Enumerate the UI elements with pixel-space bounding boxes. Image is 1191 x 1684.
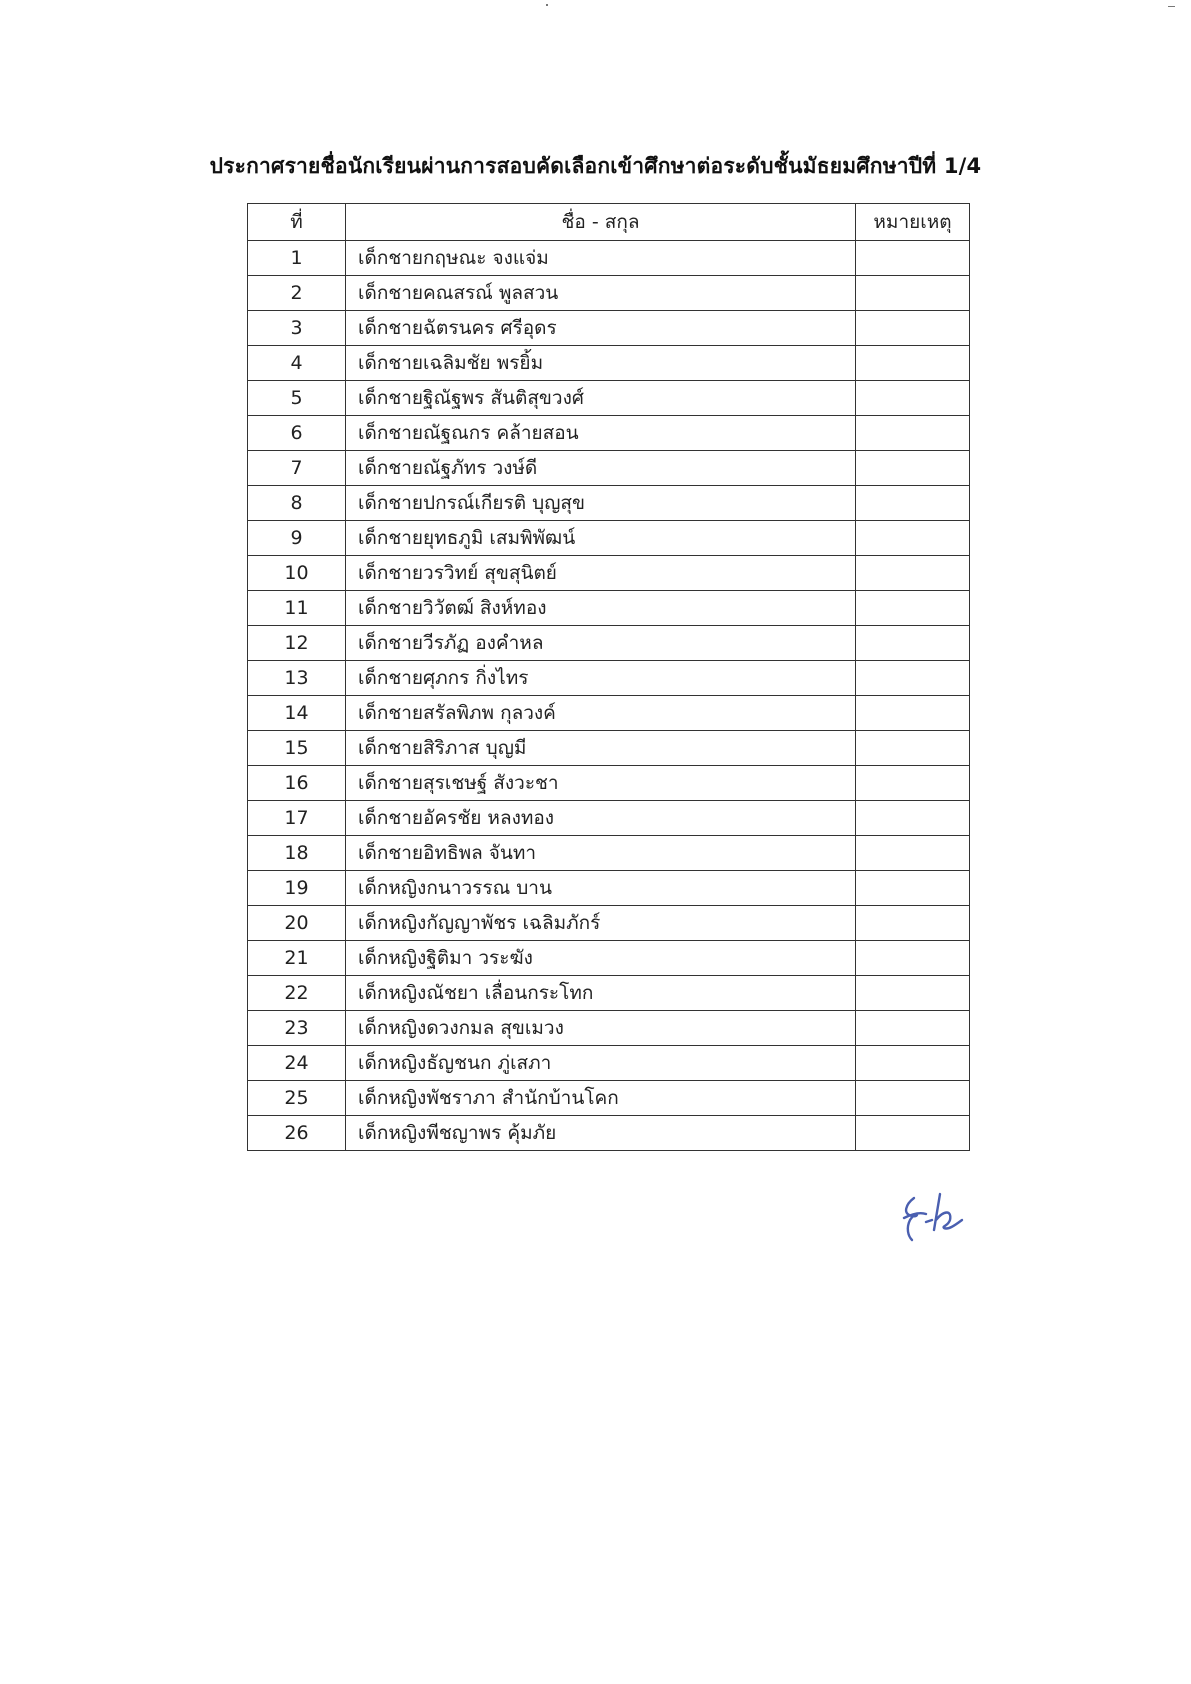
table-row	[248, 276, 970, 311]
student-name: เด็กหญิงธัญชนก ภู่เสภา	[346, 1046, 856, 1081]
student-name: เด็กชายอัครชัย หลงทอง	[346, 801, 856, 836]
student-name: เด็กชายอิทธิพล จันทา	[346, 836, 856, 871]
header-remark: หมายเหตุ	[856, 204, 970, 241]
student-name: เด็กชายกฤษณะ จงแจ่ม	[346, 241, 856, 276]
student-name: เด็กชายปกรณ์เกียรติ บุญสุข	[346, 486, 856, 521]
student-name: เด็กชายณัฐณกร คล้ายสอน	[346, 416, 856, 451]
student-name: เด็กชายสิริภาส บุญมี	[346, 731, 856, 766]
student-name: เด็กชายยุทธภูมิ เสมพิพัฒน์	[346, 521, 856, 556]
page-title: ประกาศรายชื่อนักเรียนผ่านการสอบคัดเลือกเข้าศึกษาต่อระดับชั้นมัธยมศึกษาปีที่ 1/4	[209, 154, 982, 178]
remark-cell	[856, 766, 970, 801]
table-row	[248, 1116, 970, 1151]
remark-cell	[856, 381, 970, 416]
student-name: เด็กชายวีรภัฏ องคำหล	[346, 626, 856, 661]
table-row	[248, 486, 970, 521]
row-number: 4	[248, 346, 346, 381]
table-row	[248, 906, 970, 941]
remark-cell	[856, 591, 970, 626]
student-name: เด็กหญิงพีชญาพร คุ้มภัย	[346, 1116, 856, 1151]
table-row	[248, 451, 970, 486]
row-number: 24	[248, 1046, 346, 1081]
row-number: 18	[248, 836, 346, 871]
row-number: 1	[248, 241, 346, 276]
remark-cell	[856, 1011, 970, 1046]
row-number: 6	[248, 416, 346, 451]
remark-cell	[856, 661, 970, 696]
table-row	[248, 346, 970, 381]
table-row	[248, 696, 970, 731]
remark-cell	[856, 451, 970, 486]
remark-cell	[856, 696, 970, 731]
row-number: 12	[248, 626, 346, 661]
student-name: เด็กชายศุภกร กิ่งไทร	[346, 661, 856, 696]
remark-cell	[856, 836, 970, 871]
student-name: เด็กชายวิวัตฒ์ สิงห์ทอง	[346, 591, 856, 626]
row-number: 21	[248, 941, 346, 976]
table-row	[248, 241, 970, 276]
table-row	[248, 416, 970, 451]
table-row	[248, 731, 970, 766]
row-number: 8	[248, 486, 346, 521]
remark-cell	[856, 486, 970, 521]
student-name: เด็กชายคณสรณ์ พูลสวน	[346, 276, 856, 311]
table-row	[248, 1011, 970, 1046]
table-row	[248, 871, 970, 906]
table-row	[248, 556, 970, 591]
table-body	[248, 241, 970, 1151]
remark-cell	[856, 1116, 970, 1151]
row-number: 2	[248, 276, 346, 311]
row-number: 9	[248, 521, 346, 556]
student-name: เด็กหญิงดวงกมล สุขเมวง	[346, 1011, 856, 1046]
student-name: เด็กหญิงฐิติมา วระฆัง	[346, 941, 856, 976]
remark-cell	[856, 906, 970, 941]
row-number: 22	[248, 976, 346, 1011]
student-roster-table	[247, 203, 970, 1151]
student-name: เด็กหญิงกนาวรรณ บาน	[346, 871, 856, 906]
remark-cell	[856, 801, 970, 836]
row-number: 20	[248, 906, 346, 941]
remark-cell	[856, 731, 970, 766]
row-number: 25	[248, 1081, 346, 1116]
table-row	[248, 766, 970, 801]
remark-cell	[856, 626, 970, 661]
row-number: 5	[248, 381, 346, 416]
header-no: ที่	[248, 204, 346, 241]
row-number: 17	[248, 801, 346, 836]
row-number: 14	[248, 696, 346, 731]
table-row	[248, 941, 970, 976]
table-header	[248, 204, 970, 241]
remark-cell	[856, 1046, 970, 1081]
table-row	[248, 661, 970, 696]
student-name: เด็กชายสุรเชษฐ์ สังวะชา	[346, 766, 856, 801]
student-name: เด็กชายฐิณัฐพร สันติสุขวงศ์	[346, 381, 856, 416]
row-number: 3	[248, 311, 346, 346]
remark-cell	[856, 416, 970, 451]
student-name: เด็กหญิงพัชราภา สำนักบ้านโคก	[346, 1081, 856, 1116]
scan-mark	[546, 4, 548, 6]
row-number: 16	[248, 766, 346, 801]
row-number: 19	[248, 871, 346, 906]
student-name: เด็กชายสรัลพิภพ กุลวงค์	[346, 696, 856, 731]
table-row	[248, 1081, 970, 1116]
remark-cell	[856, 311, 970, 346]
scan-mark	[1168, 6, 1175, 7]
student-name: เด็กหญิงกัญญาพัชร เฉลิมภักร์	[346, 906, 856, 941]
remark-cell	[856, 521, 970, 556]
table-row	[248, 1046, 970, 1081]
table-row	[248, 311, 970, 346]
table-row	[248, 626, 970, 661]
row-number: 26	[248, 1116, 346, 1151]
student-name: เด็กชายณัฐภัทร วงษ์ดี	[346, 451, 856, 486]
table-row	[248, 591, 970, 626]
remark-cell	[856, 556, 970, 591]
table-row	[248, 976, 970, 1011]
row-number: 23	[248, 1011, 346, 1046]
remark-cell	[856, 976, 970, 1011]
student-name: เด็กชายเฉลิมชัย พรยิ้ม	[346, 346, 856, 381]
remark-cell	[856, 871, 970, 906]
header-name: ชื่อ - สกุล	[346, 204, 856, 241]
row-number: 10	[248, 556, 346, 591]
remark-cell	[856, 276, 970, 311]
table-row	[248, 836, 970, 871]
remark-cell	[856, 941, 970, 976]
header-row	[248, 204, 970, 241]
row-number: 7	[248, 451, 346, 486]
student-name: เด็กชายฉัตรนคร ศรีอุดร	[346, 311, 856, 346]
remark-cell	[856, 1081, 970, 1116]
remark-cell	[856, 241, 970, 276]
signature-icon	[892, 1190, 970, 1242]
remark-cell	[856, 346, 970, 381]
table-row	[248, 521, 970, 556]
table-row	[248, 381, 970, 416]
row-number: 11	[248, 591, 346, 626]
row-number: 15	[248, 731, 346, 766]
table-row	[248, 801, 970, 836]
student-name: เด็กชายวรวิทย์ สุขสุนิตย์	[346, 556, 856, 591]
student-name: เด็กหญิงณัชยา เลื่อนกระโทก	[346, 976, 856, 1011]
row-number: 13	[248, 661, 346, 696]
